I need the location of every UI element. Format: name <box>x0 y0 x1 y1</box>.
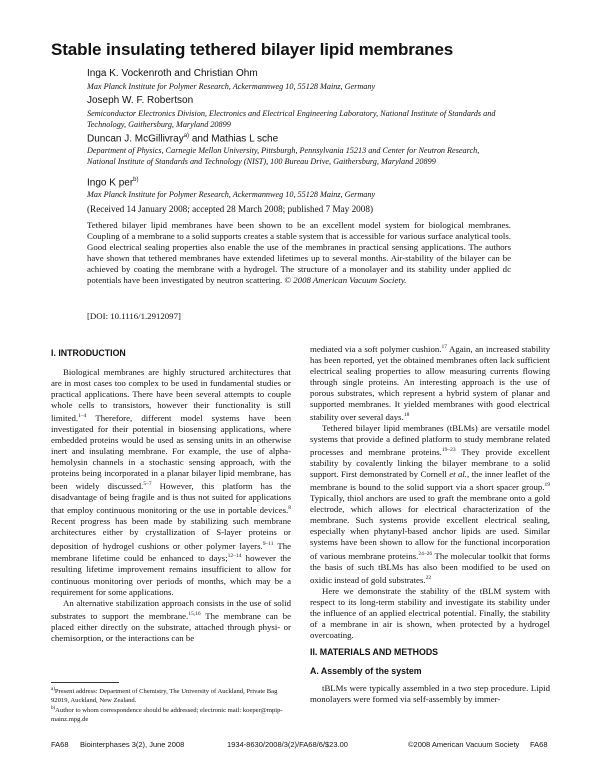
author-line-2: Joseph W. F. Robertson <box>87 95 194 106</box>
footnote-rule <box>51 682 119 683</box>
section-heading-introduction: I. INTRODUCTION <box>51 348 126 358</box>
intro-paragraph-2-cont: mediated via a soft polymer cushion.$^{17}$ Again, an increased stability has been reported, yet the obtained membranes often lack sufficient electrical sealing properties to allow measuring currents flowing through single proteins. An interesting approach is the use of porous substrates, which represent a hybrid system of planar and supported membranes. It yielded membranes with good electrical stability over several days.$^{18}$ <box>310 343 551 423</box>
author-line-3 <box>87 133 278 144</box>
footer-journal: Biointerphases 3(2), June 2008 <box>80 740 185 749</box>
author-footnote-mark-b: b) <box>133 177 139 183</box>
author-line-4 <box>87 177 139 188</box>
subsection-heading-assembly: A. Assembly of the system <box>310 665 422 676</box>
affiliation-1: Max Planck Institute for Polymer Research, Ackermannweg 10, 55128 Mainz, Germany <box>87 82 376 91</box>
right-column <box>310 342 550 705</box>
footnote-a: $^{a)}$Present address: Department of Chemistry, The University of Auckland, Private Bag 92019, Auckland, New Zealand. <box>51 687 278 704</box>
author-names-3: Duncan J. McGillivray <box>87 133 184 145</box>
methods-paragraph-1: tBLMs were typically assembled in a two step procedure. Lipid monolayers were formed via self-assembly by immer- <box>310 682 550 704</box>
author-line-1: Inga K. Vockenroth and Christian Ohm <box>87 68 258 79</box>
intro-paragraph-1: Biological membranes are highly structured architectures that are in most cases too complex to be used in fundamental studies or practical applications. There have been several attempts to couple whole cells to transistors, however their functionality is still limited.$^{1-4}$ Therefore, different model systems have been investigated for their potential in biosensing applications, where embedded proteins would be used as sensing units in an otherwise inert and insulating membrane. For example, the use of alpha-hemolysin channels in a stochastic sensing approach, with the proteins being incorporated in a planar bilayer lipid membrane, has been widely discussed.$^{5-7}$ However, this platform has the disadvantage of being fragile and is thus not suited for applications that employ continuous monitoring or the use in portable devices.$^8$ Recent progress has been made by stabilizing such membrane architectures either by crystallization of S-layer proteins or deposition of hydrogel cushions or other polymer layers.$^{9-11}$ The membrane lifetime could be enhanced to days;$^{12-14}$ however the resulting lifetime improvement remains insufficient to allow for continuous monitoring over periods of months, which may be a requirement for some applications. <box>51 367 291 597</box>
footer-issn: 1934-8630/2008/3(2)/FA68/6/$23.00 <box>227 740 348 749</box>
left-column <box>51 342 291 644</box>
author-names-4: Ingo K per <box>87 177 134 189</box>
footer-page-number-right: FA68 <box>530 740 548 749</box>
footnotes <box>51 686 291 724</box>
intro-paragraph-4: Here we demonstrate the stability of the tBLM system with respect to its long-term stability and investigate its stability under the influence of an applied electrical potential. Finally, the stability of a membrane in air is shown, when protected by a hydrogel overcoating. <box>310 585 550 640</box>
affiliation-4: Max Planck Institute for Polymer Research, Ackermannweg 10, 55128 Mainz, Germany <box>87 190 376 199</box>
intro-paragraph-2: An alternative stabilization approach consists in the use of solid substrates to support the membrane.$^{15,16}$ The membrane can be placed either directly on the substrate, attached through physi- or chemisorption, or the interactions can be <box>51 597 291 643</box>
section-heading-materials: II. MATERIALS AND METHODS <box>310 646 439 657</box>
abstract-copyright: © 2008 American Vacuum Society. <box>284 275 407 286</box>
footer-page-number-left: FA68 <box>51 740 69 749</box>
paper-title: Stable insulating tethered bilayer lipid membranes <box>51 40 454 59</box>
footnote-b: $^{b)}$Author to whom correspondence should be addressed; electronic mail: koeper@mpip-mainz.mpg.de <box>51 706 283 723</box>
author-footnote-mark-a: a) <box>183 133 190 139</box>
intro-paragraph-3: Tethered bilayer lipid membranes (tBLMs) are versatile model systems that provide a defined platform to study membrane related processes and membrane proteins.$^{19-23}$ They provide excellent stability by covalently linking the bilayer membrane to a solid support. First demonstrated by Cornell et al., the inner leaflet of the membrane is bound to the solid support via a short spacer group.$^{19}$ Typically, thiol anchors are used to graft the membrane onto a gold electrode, which allows for electrical characterization of the membrane. Such systems provide excellent electrical sealing, especially when phytanyl-based anchor lipids are used. Similar systems have been shown to allow for the functional incorporation of various membrane proteins.$^{24-26}$ The molecular toolkit that forms the basis of such tBLMs has also been modified to be used on oxidic instead of gold substrates.$^{22}$ <box>310 423 550 585</box>
received-dates: (Received 14 January 2008; accepted 28 March 2008; published 7 May 2008) <box>87 204 374 214</box>
abstract <box>87 220 511 287</box>
affiliation-3: Department of Physics, Carnegie Mellon University, Pittsburgh, Pennsylvania 15213 and Center for Neutron Research, National Institute of Standards and Technology (NIST), 100 Bureau Drive, Gaithersburg, Maryland 20899 <box>87 146 480 167</box>
affiliation-2: Semiconductor Electronics Division, Electronics and Electrical Engineering Laboratory, National Institute of Standards and Technology, Gaithersburg, Maryland 20899 <box>87 109 496 130</box>
footer-copyright: ©2008 American Vacuum Society <box>408 740 520 749</box>
abstract-text: Tethered bilayer lipid membranes have been shown to be an excellent model system for biological membranes. Coupling of a membrane to a solid supports creates a stable system that is accessible for various surface analytical tools. Good electrical sealing properties also enable the use of the membranes in practical sensing applications. The authors have shown that tethered membranes have extended lifetimes up to several months. Air-stability of the bilayer can be achieved by coating the membrane with a hydrogel. The structure of a monolayer and its stability under applied dc potentials have been investigated by neutron scattering. <box>87 220 511 286</box>
author-names-3-rest: and Mathias L sche <box>189 133 279 145</box>
doi: [DOI: 10.1116/1.2912097] <box>87 311 181 321</box>
